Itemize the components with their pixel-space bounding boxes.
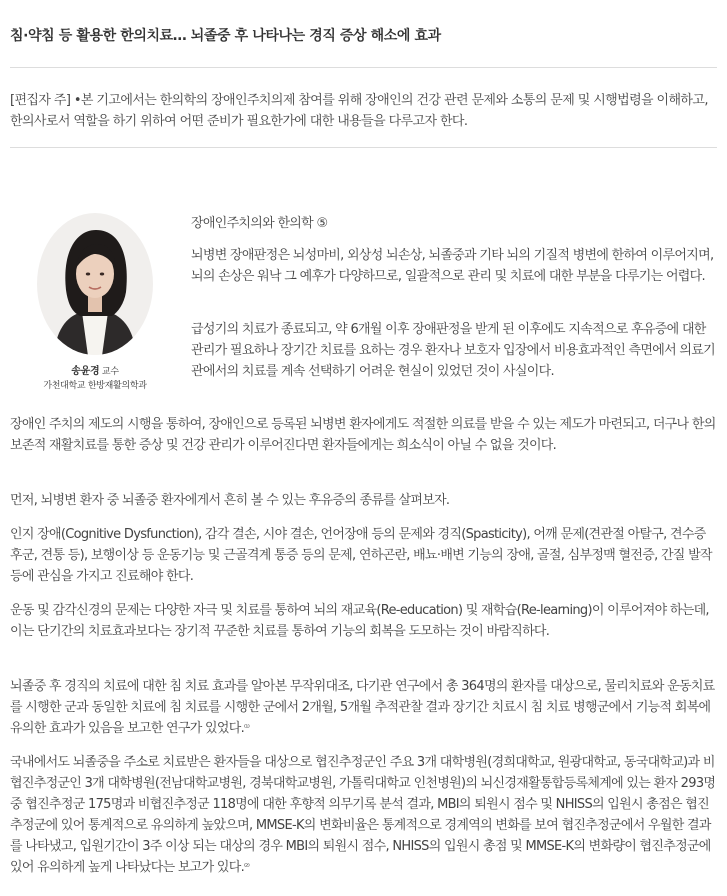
paragraph-8-text: 국내에서도 뇌졸중을 주소로 치료받은 환자들을 대상으로 협진추정군인 주요 3개 대학병원(경희대학교, 원광대학교, 동국대학교)과 비협진추정군인 3개 대학병원(전남대학교병원, 경북대학교병원, 가톨릭대학교 인천병원)의 뇌신경재활통합등록체계에 있는 환자 293명 중 협진추정군 175명과 비협진추정군 118명에 대한 후향적 의무기록 분석 결과, MBI의 퇴원시 점수 및 NHISS의 입원시 총점은 협진추정군에 있어 통계적으로 유의하게 높았으며, MMSE-K의 변화비율은 통계적으로 경계역의 변화를 보여 협진추정군에서 우월한 결과를 나타냈고, 입원기간이 3주 이상 되는 대상의 경우 MBI의 퇴원시 점수, NHISS의 입원시 총점 및 MMSE-K의 변화량이 협진추정군에 있어 유의하게 높게 나타났다는 보고가 있다.	[10, 755, 716, 875]
section-title: 장애인주치의와 한의학 ⑤	[191, 216, 328, 231]
paragraph-1: 뇌병변 장애판정은 뇌성마비, 외상성 뇌손상, 뇌졸중과 기타 뇌의 기질적 병변에 한하여 이루어지며, 뇌의 손상은 워낙 그 예후가 다양하므로, 일괄적으로 관리 및 치료에 대한 부분을 다루기는 어렵다.	[191, 248, 714, 284]
divider	[10, 147, 717, 148]
paragraph-7-text: 뇌졸중 후 경직의 치료에 대한 침 치료 효과를 알아본 무작위대조, 다기관 연구에서 총 364명의 환자를 대상으로, 물리치료와 운동치료를 시행한 군과 동일한 치료에 침 치료를 시행한 군에서 2개월, 5개월 추적관찰 결과 장기간 치료시 침 치료 병행군에서 기능적 회복에 유의한 효과가 있음을 보고한 연구가 있었다.	[10, 679, 715, 736]
footnote-ref-1: ⁽¹⁾	[244, 723, 250, 732]
author-photo	[36, 212, 154, 356]
paragraph-7	[10, 676, 717, 739]
article-subtitle: 침·약침 등 활용한 한의치료… 뇌졸중 후 나타나는 경직 증상 해소에 효과	[10, 28, 441, 44]
author-name: 송윤경	[71, 366, 100, 377]
footnote-ref-2: ⁽²⁾	[244, 862, 250, 871]
paragraph-6: 운동 및 감각신경의 문제는 다양한 자극 및 치료를 통하여 뇌의 재교육(Re-education) 및 재학습(Re-learning)이 이루어져야 하는데, 이는 단기간의 치료효과보다는 장기적 꾸준한 치료를 통하여 기능의 회복을 도모하는 것이 바람직하다.	[10, 603, 709, 639]
paragraph-3: 장애인 주치의 제도의 시행을 통하여, 장애인으로 등록된 뇌병변 환자에게도 적절한 의료를 받을 수 있는 제도가 마련되고, 더구나 한의 보존적 재활치료를 통한 증상 및 건강 관리가 이루어진다면 환자들에게는 희소식이 아닐 수 없을 것이다.	[10, 417, 716, 453]
author-title: 교수	[101, 367, 119, 377]
divider	[10, 67, 717, 68]
author-affiliation: 가천대학교 한방재활의학과	[43, 381, 147, 391]
paragraph-5: 인지 장애(Cognitive Dysfunction), 감각 결손, 시야 결손, 언어장애 등의 문제와 경직(Spasticity), 어깨 문제(견관절 아탈구, 견수증후군, 견통 등), 보행이상 등 운동기능 및 근골격계 통증 등의 문제, 연하곤란, 배뇨·배변 기능의 장애, 골절, 심부정맥 혈전증, 간질 발작 등에 관심을 가지고 진료해야 한다.	[10, 527, 712, 584]
editor-note: [편집자 주] •본 기고에서는 한의학의 장애인주치의제 참여를 위해 장애인의 건강 관련 문제와 소통의 문제 및 시행법령을 이해하고, 한의사로서 역할을 하기 위하여 어떤 준비가 필요한가에 대한 내용들을 다루고자 한다.	[10, 93, 708, 129]
paragraph-4: 먼저, 뇌병변 환자 중 뇌졸중 환자에게서 흔히 볼 수 있는 후유증의 종류를 살펴보자.	[10, 493, 450, 508]
author-name-line	[10, 362, 180, 377]
paragraph-8	[10, 752, 717, 878]
author-portrait-image	[36, 212, 154, 356]
paragraph-2: 급성기의 치료가 종료되고, 약 6개월 이후 장애판정을 받게 된 이후에도 지속적으로 후유증에 대한 관리가 필요하나 장기간 치료를 요하는 경우 환자나 보호자 입장에서 비용효과적인 측면에서 의료기관에서의 치료를 계속 선택하기 어려운 현실이 있었던 것이 사실이다.	[191, 322, 715, 379]
